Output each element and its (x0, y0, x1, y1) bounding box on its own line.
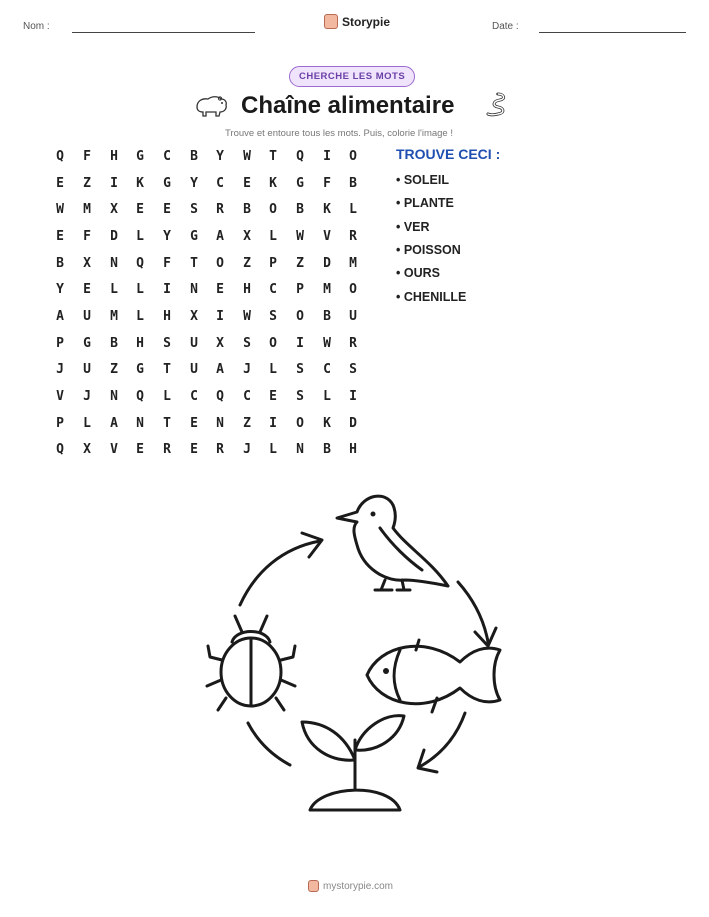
grid-letter[interactable]: L (163, 389, 171, 404)
grid-letter[interactable]: I (269, 416, 277, 431)
food-chain-illustration[interactable] (195, 485, 515, 820)
brand-name: Storypie (342, 14, 391, 29)
grid-letter[interactable]: P (296, 282, 304, 297)
grid-letter[interactable]: W (323, 336, 331, 351)
grid-letter[interactable]: C (269, 282, 277, 297)
arrow-fish-to-plant-icon (418, 713, 465, 772)
grid-letter[interactable]: R (349, 336, 357, 351)
grid-letter[interactable]: I (349, 389, 357, 404)
grid-letter[interactable]: C (163, 149, 171, 164)
grid-letter[interactable]: X (83, 442, 91, 457)
grid-letter[interactable]: G (136, 149, 144, 164)
grid-letter[interactable]: E (136, 202, 144, 217)
worm-icon (484, 91, 510, 124)
grid-letter[interactable]: Y (56, 282, 64, 297)
grid-letter[interactable]: S (243, 336, 251, 351)
grid-letter[interactable]: J (56, 362, 64, 377)
grid-letter[interactable]: X (243, 229, 251, 244)
grid-letter[interactable]: P (269, 256, 277, 271)
grid-letter[interactable]: Q (56, 149, 64, 164)
name-label: Nom : (23, 21, 50, 32)
grid-letter[interactable]: T (163, 416, 171, 431)
grid-letter[interactable]: J (83, 389, 91, 404)
grid-letter[interactable]: A (56, 309, 64, 324)
grid-letter[interactable]: L (136, 229, 144, 244)
grid-letter[interactable]: G (163, 176, 171, 191)
grid-letter[interactable]: Q (136, 389, 144, 404)
grid-letter[interactable]: B (110, 336, 118, 351)
grid-letter[interactable]: E (269, 389, 277, 404)
grid-letter[interactable]: L (323, 389, 331, 404)
grid-letter[interactable]: R (216, 442, 224, 457)
grid-letter[interactable]: T (190, 256, 198, 271)
grid-letter[interactable]: Z (243, 256, 251, 271)
grid-letter[interactable]: N (296, 442, 304, 457)
grid-letter[interactable]: S (296, 389, 304, 404)
plant-icon (302, 716, 404, 810)
grid-letter[interactable]: L (136, 282, 144, 297)
grid-letter[interactable]: B (56, 256, 64, 271)
grid-letter[interactable]: N (216, 416, 224, 431)
grid-letter[interactable]: S (296, 362, 304, 377)
grid-letter[interactable]: D (323, 256, 331, 271)
grid-letter[interactable]: N (190, 282, 198, 297)
grid-letter[interactable]: B (323, 442, 331, 457)
grid-letter[interactable]: V (323, 229, 331, 244)
grid-letter[interactable]: I (110, 176, 118, 191)
grid-letter[interactable]: L (269, 442, 277, 457)
grid-letter[interactable]: Q (56, 442, 64, 457)
bear-icon (194, 93, 228, 122)
grid-letter[interactable]: X (83, 256, 91, 271)
grid-letter[interactable]: F (83, 149, 91, 164)
grid-letter[interactable]: K (269, 176, 277, 191)
grid-letter[interactable]: I (323, 149, 331, 164)
grid-letter[interactable]: R (216, 202, 224, 217)
grid-letter[interactable]: O (269, 202, 277, 217)
grid-letter[interactable]: K (323, 416, 331, 431)
grid-letter[interactable]: O (349, 282, 357, 297)
grid-letter[interactable]: O (296, 416, 304, 431)
grid-letter[interactable]: S (269, 309, 277, 324)
grid-letter[interactable]: E (216, 282, 224, 297)
grid-letter[interactable]: L (269, 229, 277, 244)
grid-letter[interactable]: G (296, 176, 304, 191)
grid-letter[interactable]: B (190, 149, 198, 164)
grid-letter[interactable]: A (216, 229, 224, 244)
instructions: Trouve et entoure tous les mots. Puis, colorie l'image ! (225, 128, 453, 139)
grid-letter[interactable]: X (190, 309, 198, 324)
date-field-line[interactable] (539, 32, 686, 33)
grid-letter[interactable]: H (349, 442, 357, 457)
grid-letter[interactable]: B (349, 176, 357, 191)
grid-letter[interactable]: O (216, 256, 224, 271)
storypie-logo-icon (308, 880, 319, 892)
arrow-plant-to-bug-icon (248, 723, 290, 765)
grid-letter[interactable]: O (296, 309, 304, 324)
grid-letter[interactable]: W (243, 309, 251, 324)
grid-letter[interactable]: J (243, 442, 251, 457)
grid-letter[interactable]: I (163, 282, 171, 297)
grid-letter[interactable]: D (349, 416, 357, 431)
grid-letter[interactable]: L (349, 202, 357, 217)
grid-letter[interactable]: C (243, 389, 251, 404)
grid-letter[interactable]: W (296, 229, 304, 244)
grid-letter[interactable]: X (216, 336, 224, 351)
grid-letter[interactable]: G (136, 362, 144, 377)
grid-letter[interactable]: U (83, 309, 91, 324)
grid-letter[interactable]: G (190, 229, 198, 244)
grid-letter[interactable]: J (243, 362, 251, 377)
grid-letter[interactable]: C (190, 389, 198, 404)
name-field-line[interactable] (72, 32, 255, 33)
word-item: • OURS (396, 266, 440, 280)
grid-letter[interactable]: E (136, 442, 144, 457)
page-title: Chaîne alimentaire (241, 92, 455, 119)
grid-letter[interactable]: Z (243, 416, 251, 431)
grid-letter[interactable]: S (190, 202, 198, 217)
grid-letter[interactable]: K (136, 176, 144, 191)
grid-letter[interactable]: N (110, 256, 118, 271)
grid-letter[interactable]: F (83, 229, 91, 244)
grid-letter[interactable]: Y (190, 176, 198, 191)
beetle-icon (207, 616, 295, 710)
grid-letter[interactable]: K (323, 202, 331, 217)
grid-letter[interactable]: I (296, 336, 304, 351)
grid-letter[interactable]: P (56, 336, 64, 351)
bird-icon (337, 496, 448, 590)
grid-letter[interactable]: Q (296, 149, 304, 164)
grid-letter[interactable]: B (296, 202, 304, 217)
grid-letter[interactable]: O (349, 149, 357, 164)
grid-letter[interactable]: L (83, 416, 91, 431)
grid-letter[interactable]: N (136, 416, 144, 431)
word-item: • PLANTE (396, 196, 454, 210)
grid-letter[interactable]: C (216, 176, 224, 191)
grid-letter[interactable]: M (110, 309, 118, 324)
grid-letter[interactable]: G (83, 336, 91, 351)
grid-letter[interactable]: T (163, 362, 171, 377)
grid-letter[interactable]: Q (136, 256, 144, 271)
grid-letter[interactable]: M (323, 282, 331, 297)
activity-badge: CHERCHE LES MOTS (289, 66, 415, 87)
grid-letter[interactable]: P (56, 416, 64, 431)
grid-letter[interactable]: E (163, 202, 171, 217)
grid-letter[interactable]: V (56, 389, 64, 404)
word-item: • POISSON (396, 243, 461, 257)
storypie-logo-icon (324, 14, 338, 29)
grid-letter[interactable]: C (323, 362, 331, 377)
grid-letter[interactable]: S (349, 362, 357, 377)
grid-letter[interactable]: L (269, 362, 277, 377)
grid-letter[interactable]: L (110, 282, 118, 297)
grid-letter[interactable]: Z (110, 362, 118, 377)
grid-letter[interactable]: E (190, 416, 198, 431)
grid-letter[interactable]: F (163, 256, 171, 271)
grid-letter[interactable]: R (163, 442, 171, 457)
grid-letter[interactable]: H (110, 149, 118, 164)
grid-letter[interactable]: E (56, 229, 64, 244)
grid-letter[interactable]: U (83, 362, 91, 377)
grid-letter[interactable]: Z (83, 176, 91, 191)
grid-letter[interactable]: O (269, 336, 277, 351)
grid-letter[interactable]: E (56, 176, 64, 191)
arrow-bird-to-fish-icon (458, 582, 496, 646)
grid-letter[interactable]: U (349, 309, 357, 324)
grid-letter[interactable]: W (56, 202, 64, 217)
grid-letter[interactable]: X (110, 202, 118, 217)
grid-letter[interactable]: E (243, 176, 251, 191)
grid-letter[interactable]: Z (296, 256, 304, 271)
grid-letter[interactable]: S (163, 336, 171, 351)
grid-letter[interactable]: Y (216, 149, 224, 164)
grid-letter[interactable]: Q (216, 389, 224, 404)
grid-letter[interactable]: E (190, 442, 198, 457)
brand-logo (324, 14, 390, 29)
word-list-title: TROUVE CECI : (396, 146, 501, 162)
grid-letter[interactable]: T (269, 149, 277, 164)
grid-letter[interactable]: B (243, 202, 251, 217)
grid-letter[interactable]: R (349, 229, 357, 244)
grid-letter[interactable]: A (216, 362, 224, 377)
grid-letter[interactable]: F (323, 176, 331, 191)
grid-letter[interactable]: U (190, 336, 198, 351)
grid-letter[interactable]: E (83, 282, 91, 297)
grid-letter[interactable]: W (243, 149, 251, 164)
grid-letter[interactable]: V (110, 442, 118, 457)
grid-letter[interactable]: Y (163, 229, 171, 244)
footer (308, 880, 393, 892)
arrow-bug-to-bird-icon (240, 533, 322, 605)
grid-letter[interactable]: L (136, 309, 144, 324)
grid-letter[interactable]: A (110, 416, 118, 431)
footer-url[interactable]: mystorypie.com (323, 880, 394, 892)
fish-icon (367, 640, 500, 712)
date-label: Date : (492, 21, 519, 32)
grid-letter[interactable]: H (136, 336, 144, 351)
grid-letter[interactable]: D (110, 229, 118, 244)
grid-letter[interactable]: N (110, 389, 118, 404)
grid-letter[interactable]: B (323, 309, 331, 324)
grid-letter[interactable]: H (163, 309, 171, 324)
word-item: • SOLEIL (396, 173, 449, 187)
word-item: • VER (396, 220, 430, 234)
grid-letter[interactable]: U (190, 362, 198, 377)
word-item: • CHENILLE (396, 290, 467, 304)
grid-letter[interactable]: M (83, 202, 91, 217)
grid-letter[interactable]: I (216, 309, 224, 324)
grid-letter[interactable]: H (243, 282, 251, 297)
grid-letter[interactable]: M (349, 256, 357, 271)
